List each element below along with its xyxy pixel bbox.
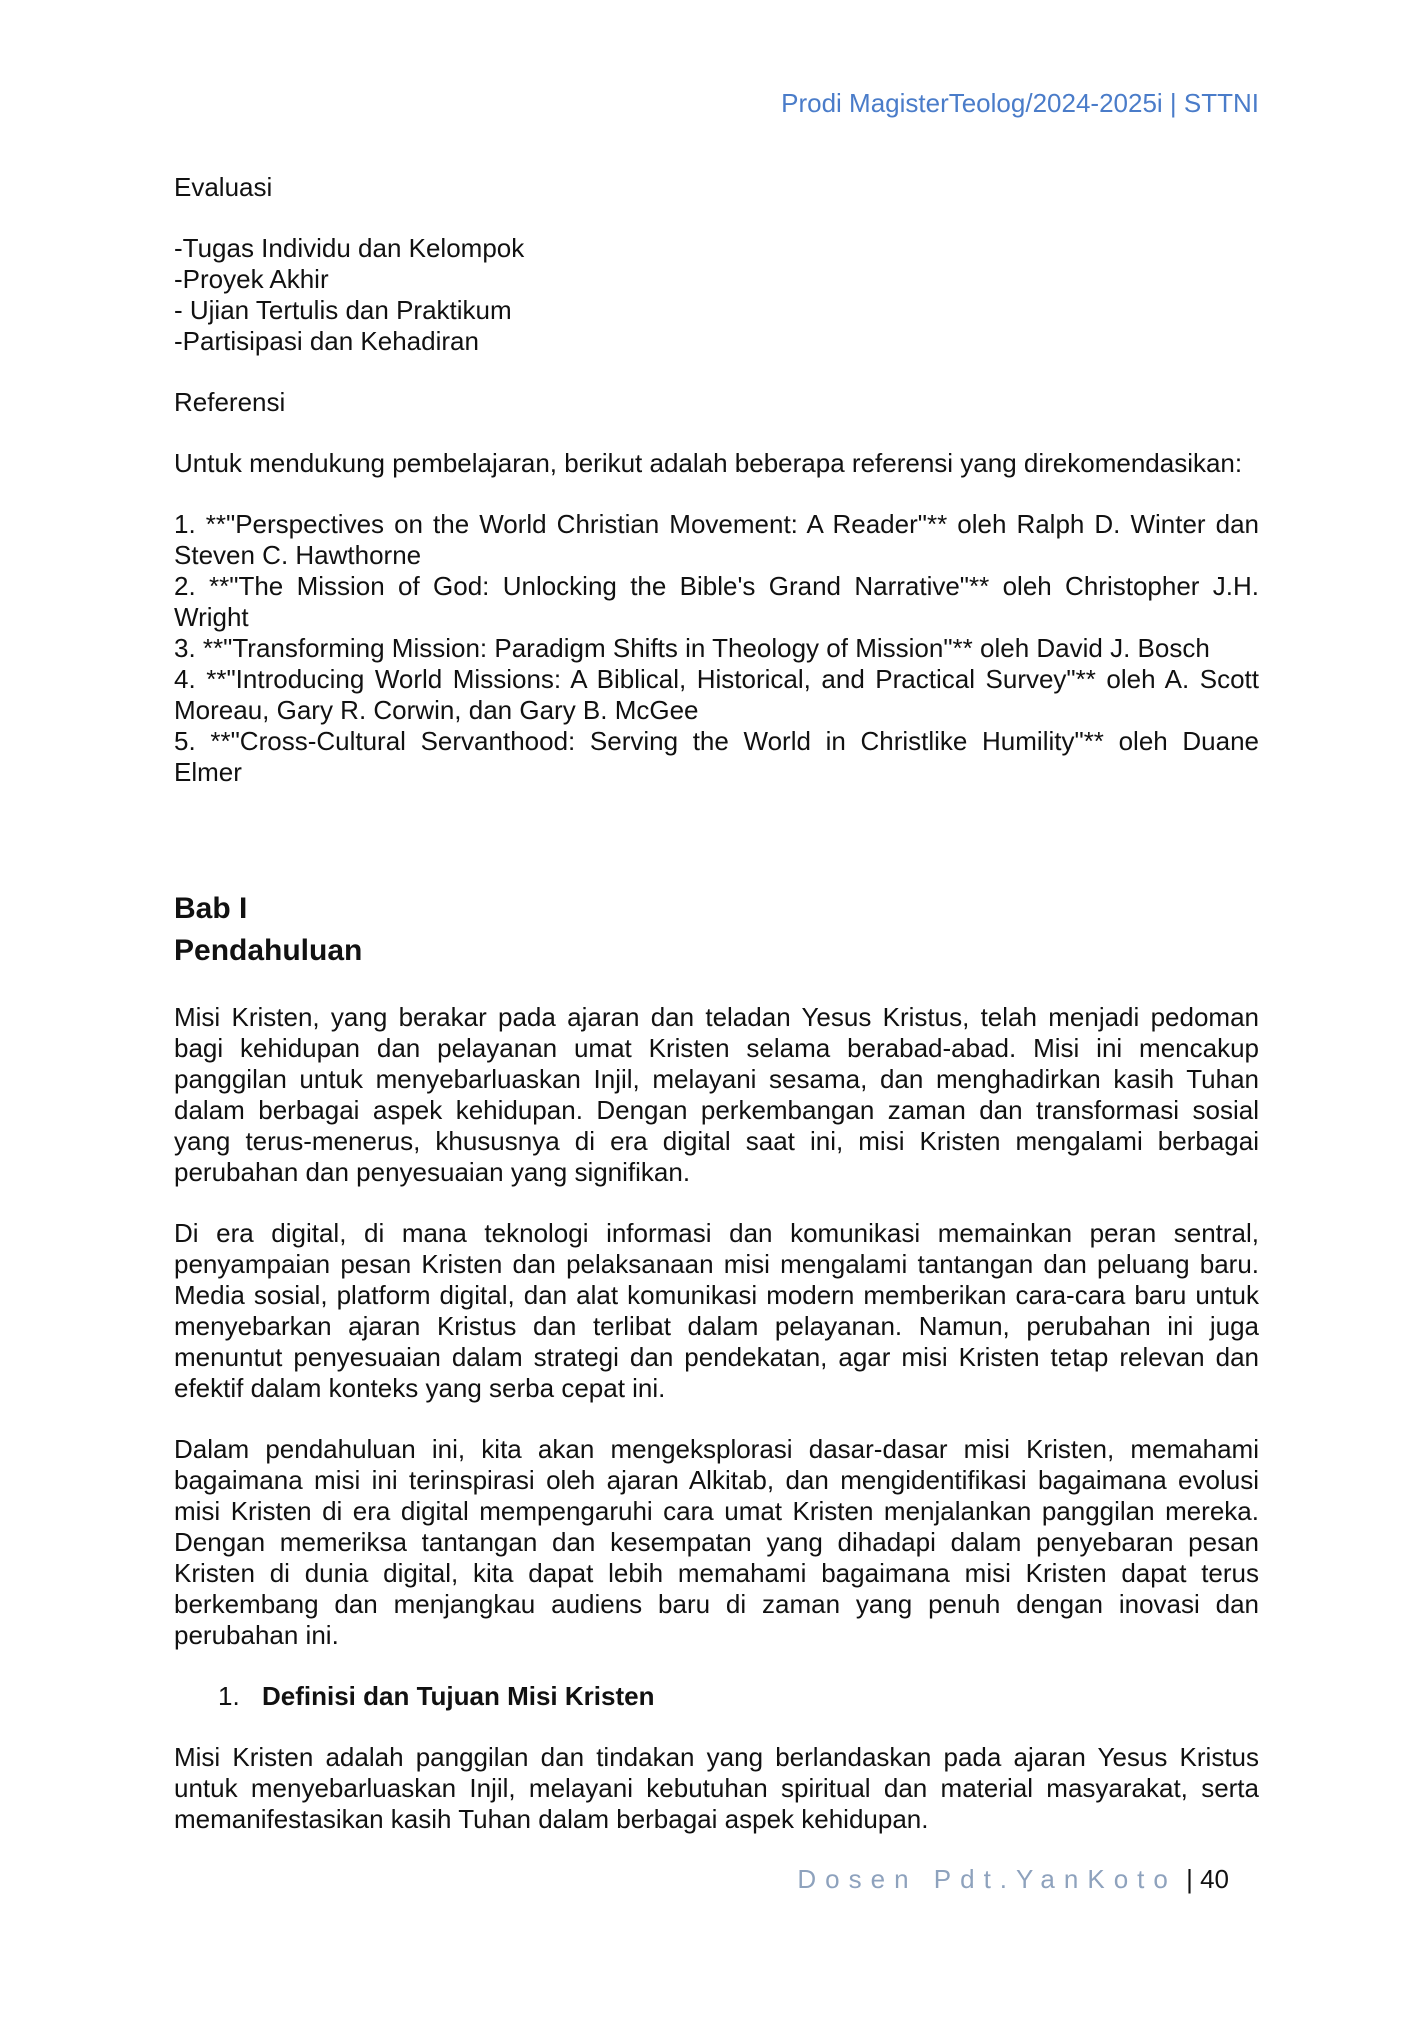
evaluasi-heading: Evaluasi: [174, 172, 273, 202]
referensi-item: 5. **"Cross-Cultural Servanthood: Serving the World in Christlike Humility"** oleh Duane Elmer: [174, 726, 1259, 787]
referensi-item: 4. **"Introducing World Missions: A Biblical, Historical, and Practical Survey"** oleh A. Scott Moreau, Gary R. Corwin, dan Gary B. McGee: [174, 664, 1259, 725]
chapter-paragraph: Misi Kristen, yang berakar pada ajaran dan teladan Yesus Kristus, telah menjadi pedoman bagi kehidupan dan pelayanan umat Kristen selama berabad-abad. Misi ini mencakup panggilan untuk menyebarluaskan Injil, melayani sesama, dan menghadirkan kasih Tuhan dalam berbagai aspek kehidupan. Dengan perkembangan zaman dan transformasi sosial yang terus-menerus, khususnya di era digital saat ini, misi Kristen mengalami berbagai perubahan dan penyesuaian yang signifikan.: [174, 1002, 1259, 1187]
page-content: [174, 172, 1259, 1835]
referensi-item: 1. **"Perspectives on the World Christian Movement: A Reader"** oleh Ralph D. Winter dan Steven C. Hawthorne: [174, 509, 1259, 570]
referensi-item: 2. **"The Mission of God: Unlocking the Bible's Grand Narrative"** oleh Christopher J.H. Wright: [174, 571, 1259, 632]
chapter-paragraph: Dalam pendahuluan ini, kita akan mengeksplorasi dasar-dasar misi Kristen, memahami bagaimana misi ini terinspirasi oleh ajaran Alkitab, dan mengidentifikasi bagaimana evolusi misi Kristen di era digital mempengaruhi cara umat Kristen menjalankan panggilan mereka. Dengan memeriksa tantangan dan kesempatan yang dihadapi dalam penyebaran pesan Kristen di dunia digital, kita dapat lebih memahami bagaimana misi Kristen dapat terus berkembang dan menjangkau audiens baru di zaman yang penuh dengan inovasi dan perubahan ini.: [174, 1434, 1259, 1650]
page-number: 40: [1200, 1864, 1229, 1894]
section-heading: [174, 1681, 1259, 1712]
section-paragraph: Misi Kristen adalah panggilan dan tindakan yang berlandaskan pada ajaran Yesus Kristus untuk menyebarluaskan Injil, melayani kebutuhan spiritual dan material masyarakat, serta memanifestasikan kasih Tuhan dalam berbagai aspek kehidupan.: [174, 1742, 1259, 1834]
section-title: Definisi dan Tujuan Misi Kristen: [262, 1681, 655, 1711]
chapter-title: Pendahuluan: [174, 934, 363, 967]
evaluasi-item: -Tugas Individu dan Kelompok: [174, 233, 525, 263]
referensi-heading: Referensi: [174, 387, 286, 417]
footer-lecturer: Dosen Pdt.YanKoto: [797, 1864, 1177, 1894]
evaluasi-item: -Partisipasi dan Kehadiran: [174, 326, 479, 356]
page-header: Prodi MagisterTeolog/2024-2025i | STTNI: [781, 88, 1259, 118]
footer-separator: |: [1186, 1864, 1193, 1894]
page-footer: [0, 1864, 1229, 1895]
referensi-item: 3. **"Transforming Mission: Paradigm Shifts in Theology of Mission"** oleh David J. Bosch: [174, 633, 1210, 663]
chapter-paragraph: Di era digital, di mana teknologi informasi dan komunikasi memainkan peran sentral, penyampaian pesan Kristen dan pelaksanaan misi mengalami tantangan dan peluang baru. Media sosial, platform digital, dan alat komunikasi modern memberikan cara-cara baru untuk menyebarkan ajaran Kristus dan terlibat dalam pelayanan. Namun, perubahan ini juga menuntut penyesuaian dalam strategi dan pendekatan, agar misi Kristen tetap relevan dan efektif dalam konteks yang serba cepat ini.: [174, 1218, 1259, 1403]
evaluasi-item: - Ujian Tertulis dan Praktikum: [174, 295, 512, 325]
section-number: 1.: [218, 1681, 240, 1711]
referensi-intro: Untuk mendukung pembelajaran, berikut adalah beberapa referensi yang direkomendasikan:: [174, 448, 1243, 478]
evaluasi-item: -Proyek Akhir: [174, 264, 329, 294]
chapter-label: Bab I: [174, 892, 248, 925]
